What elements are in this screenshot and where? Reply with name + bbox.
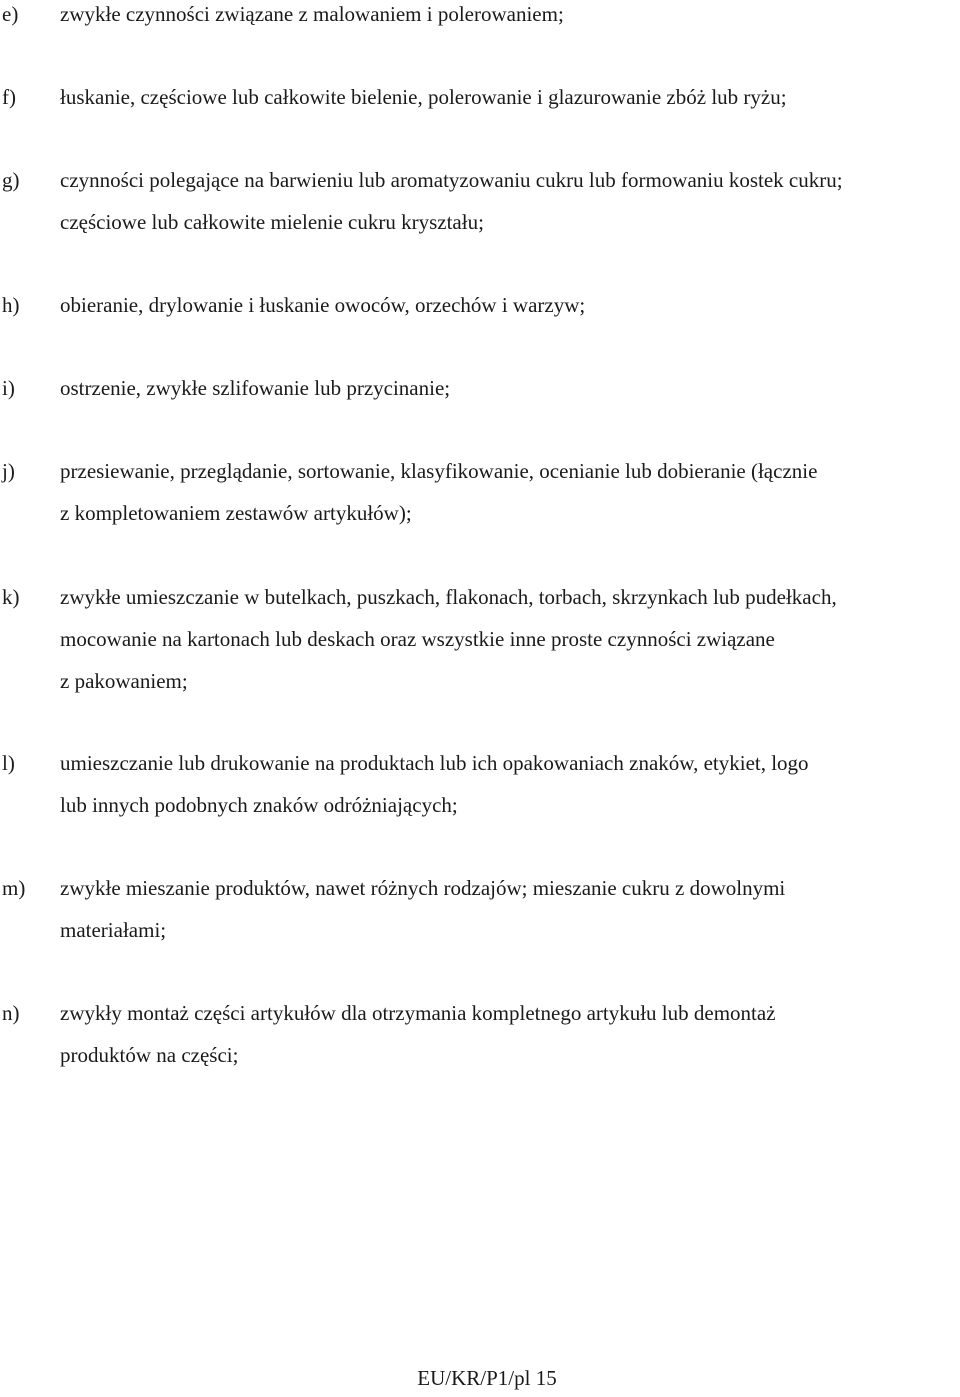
item-text xyxy=(60,867,958,951)
item-letter: g) xyxy=(2,168,20,192)
item-letter: f) xyxy=(2,85,16,109)
page-footer xyxy=(0,1363,960,1393)
page-reference: EU/KR/P1/pl 15 xyxy=(417,1366,557,1390)
item-line: produktów na części; xyxy=(60,1043,239,1067)
item-line: zwykły montaż części artykułów dla otrzymania kompletnego artykułu lub demontaż xyxy=(60,1001,776,1025)
item-text xyxy=(60,284,958,326)
item-line: obieranie, drylowanie i łuskanie owoców, orzechów i warzyw; xyxy=(60,293,586,317)
item-text xyxy=(60,576,958,702)
item-line: przesiewanie, przeglądanie, sortowanie, klasyfikowanie, ocenianie lub dobieranie (łącznie xyxy=(60,459,818,483)
item-line: zwykłe czynności związane z malowaniem i polerowaniem; xyxy=(60,2,564,26)
item-text xyxy=(60,0,958,35)
item-line: zwykłe umieszczanie w butelkach, puszkach, flakonach, torbach, skrzynkach lub pudełkach, xyxy=(60,585,837,609)
item-text xyxy=(60,76,958,118)
item-text xyxy=(60,367,958,409)
item-letter: j) xyxy=(2,459,15,483)
item-letter: e) xyxy=(2,2,19,26)
item-text xyxy=(60,450,958,534)
item-line: umieszczanie lub drukowanie na produktach lub ich opakowaniach znaków, etykiet, logo xyxy=(60,751,809,775)
item-line: mocowanie na kartonach lub deskach oraz wszystkie inne proste czynności związane xyxy=(60,627,775,651)
item-letter: h) xyxy=(2,293,20,317)
item-line: materiałami; xyxy=(60,918,167,942)
item-line: z kompletowaniem zestawów artykułów); xyxy=(60,501,412,525)
item-letter: i) xyxy=(2,376,15,400)
item-text xyxy=(60,742,958,826)
item-line: ostrzenie, zwykłe szlifowanie lub przycinanie; xyxy=(60,376,451,400)
item-line: z pakowaniem; xyxy=(60,669,188,693)
item-text xyxy=(60,992,958,1076)
item-line: częściowe lub całkowite mielenie cukru kryształu; xyxy=(60,210,484,234)
item-line: lub innych podobnych znaków odróżniających; xyxy=(60,793,458,817)
item-line: łuskanie, częściowe lub całkowite bielenie, polerowanie i glazurowanie zbóż lub ryżu; xyxy=(60,85,787,109)
item-line: czynności polegające na barwieniu lub aromatyzowaniu cukru lub formowaniu kostek cukru; xyxy=(60,168,843,192)
item-letter: l) xyxy=(2,751,15,775)
item-text xyxy=(60,159,958,243)
item-letter: n) xyxy=(2,1001,20,1025)
item-letter: m) xyxy=(2,876,26,900)
item-line: zwykłe mieszanie produktów, nawet różnych rodzajów; mieszanie cukru z dowolnymi xyxy=(60,876,786,900)
item-letter: k) xyxy=(2,585,20,609)
